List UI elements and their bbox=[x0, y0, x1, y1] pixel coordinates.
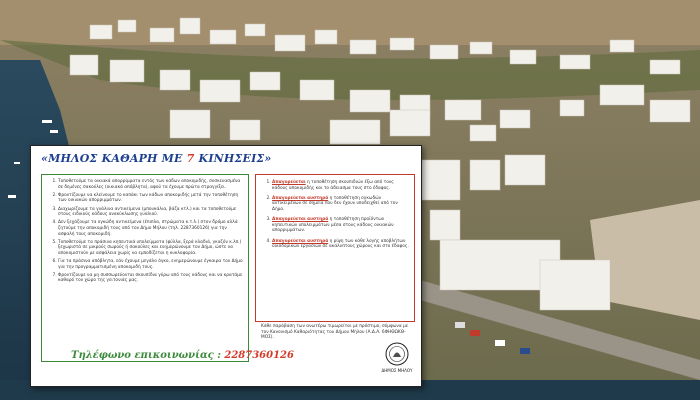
seal-caption: ΔΗΜΟΣ ΜΗΛΟΥ bbox=[381, 368, 413, 373]
title-number: 7 bbox=[186, 152, 195, 165]
title-suffix: ΚΙΝΗΣΕΙΣ» bbox=[194, 152, 272, 165]
dos-item-7: 7. Φροντίζουμε να μη συσσωρεύονται σκουπίδια γύρω από τους κάδους και να κρατάμε καθαρό τον χώρο της γειτονιάς μας. bbox=[58, 273, 244, 284]
dos-item-4: 4. Δεν ξεχάζουμε τα ογκώδη αντικείμενα (έπιπλα, στρώματα κ.τ.λ.) στον δρόμο αλλά ζητούμε την αποκομιδή τους από τον Δήμο Μήλου (τηλ. 2287360126) για την ασφαλή τους αποκομιδή. bbox=[58, 220, 244, 237]
phone-label: Τηλέφωνο επικοινωνίας : bbox=[71, 350, 225, 361]
dont-item-2: 2. Απαγορεύεται αυστηρά η τοποθέτηση ογκωδών αντικειμένων σε σημεία που δεν έχουν υποδειχθεί από τον Δήμο. bbox=[272, 196, 410, 213]
penalty-footnote: Κάθε παράβαση των ανωτέρω τιμωρείται με πρόστιμο, σύμφωνα με τον Κανονισμό Καθαριότητας του Δήμου Μήλου (Α.Δ.Α. 6ΦΗΘΩΚΘ-ΜΟΣ). bbox=[261, 324, 409, 341]
title-prefix: «ΜΗΛΟΣ ΚΑΘΑΡΗ ΜΕ bbox=[41, 152, 187, 165]
dont-item-4: 4. Απαγορεύεται αυστηρά η ρίψη των κάθε λογής αποβλήτων οικοδομικών εργασιών σε ακάλυπτους χώρους και στο έδαφος. bbox=[272, 239, 410, 250]
dos-item-6: 6. Για τα πράσινα απόβλητα, εάν έχουμε μεγάλο όγκο, ενημερώνουμε έγκαιρα τον Δήμο για την προγραμματισμένη αποκομιδή τους. bbox=[58, 259, 244, 270]
dont-item-3: 3. Απαγορεύεται αυστηρά η τοποθέτηση προϊόντων κηπευτικών υπολειμμάτων μέσα στους κάδους οικιακών απορριμμάτων. bbox=[272, 217, 410, 234]
dos-item-5: 5. Τοποθετούμε τα πράσινα κηπευτικά υπολείμματα (φύλλα, ξερά κλαδιά, γκαζόν κ.λπ.) ξεχωριστά σε μικρούς σωρούς ή σακούλες και ενημερώνουμε τον Δήμο, ώστε να αποκομιστούν με ασφάλεια χωρίς να εμποδίζεται η κυκλοφορία. bbox=[58, 240, 244, 257]
dos-item-2: 2. Φροντίζουμε να κλείνουμε το καπάκι των κάδων αποκομιδής μετά την τοποθέτηση των οικιακών απορριμμάτων. bbox=[58, 193, 244, 204]
cleanliness-notice bbox=[30, 145, 422, 387]
contact-phone bbox=[71, 350, 294, 361]
dont-item-1: 1. Απαγορεύεται η τοποθέτηση σκουπιδιών έξω από τους κάδους αποκομιδής και το άδειασμα τους στο έδαφος. bbox=[272, 180, 410, 191]
dos-list-box bbox=[41, 174, 249, 362]
notice-title bbox=[41, 152, 271, 165]
donts-list-box bbox=[255, 174, 415, 322]
municipality-seal-icon bbox=[385, 342, 409, 366]
phone-number: 2287360126 bbox=[224, 350, 294, 361]
dos-item-3: 3. Διαχωρίζουμε τα γυάλινα αντικείμενα (μπουκάλια, βάζα κτλ.) και τα τοποθετούμε στους ειδικούς κάδους ανακύκλωσης γυαλιού. bbox=[58, 207, 244, 218]
dos-item-1: 1. Τοποθετούμε τα οικιακά απορρίμματα εντός των κάδων αποκομιδής, συσκευασμένα σε δεμένες σακούλες (οικιακά απόβλητα), αφού τα έχουμε πρώτα στραγγίξει. bbox=[58, 179, 244, 190]
